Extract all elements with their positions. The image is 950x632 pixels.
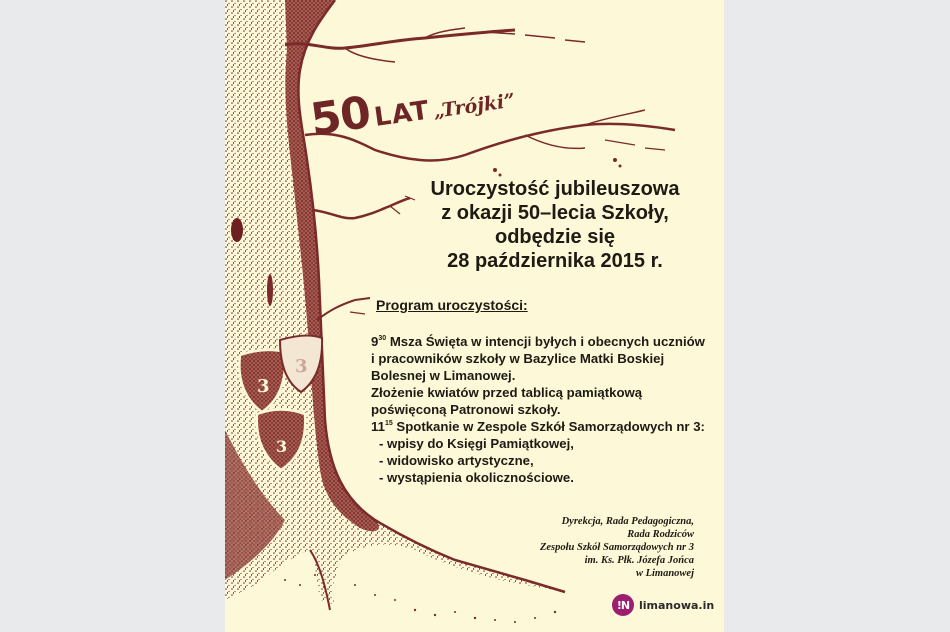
jubilee-poster <box>225 0 724 632</box>
program-item-1 <box>371 333 721 350</box>
headline-line: z okazji 50–lecia Szkoły, <box>441 202 669 224</box>
signature-line: im. Ks. Płk. Józefa Jońca <box>584 555 694 566</box>
headline-line: Uroczystość jubileuszowa <box>430 178 680 200</box>
program-sub-item: - widowisko artystyczne, <box>379 453 534 468</box>
signature <box>540 515 694 580</box>
program-item-2 <box>371 418 721 435</box>
headline-line: odbędzie się <box>494 226 616 248</box>
program-text: Spotkanie w Zespole Szkół Samorządowych nr 3: <box>396 419 705 434</box>
program-text: Złożenie kwiatów przed tablicą pamiątkową <box>371 385 643 400</box>
program-text: i pracowników szkoły w Bazylice Matki Boskiej <box>371 351 665 366</box>
headline <box>395 177 715 273</box>
program-heading: Program uroczystości: <box>376 297 528 313</box>
time-hour: 9 <box>371 334 379 349</box>
signature-line: Rada Rodziców <box>627 529 694 540</box>
school-nickname: „Trójki” <box>432 89 517 123</box>
program-sub-item: - wpisy do Księgi Pamiątkowej, <box>379 436 574 451</box>
logo-text: limanowa.in <box>639 598 715 612</box>
signature-line: w Limanowej <box>635 568 694 579</box>
program-list <box>371 333 721 486</box>
program-text: poświęconą Patronowi szkoły. <box>371 402 561 417</box>
signature-line: Dyrekcja, Rada Pedagogiczna, <box>561 516 694 527</box>
jubilee-number: 50 <box>307 87 374 146</box>
emblem-number-3: 3 <box>276 437 288 456</box>
watermark-logo <box>612 594 714 616</box>
emblem-number-2: 3 <box>295 356 308 377</box>
time-minutes: 15 <box>384 420 393 427</box>
signature-line: Zespołu Szkół Samorządowych nr 3 <box>539 542 694 553</box>
emblem-number-1: 3 <box>257 376 270 397</box>
time-minutes: 30 <box>378 335 387 342</box>
logo-icon: !N <box>612 594 634 616</box>
jubilee-years-word: LAT <box>372 95 432 133</box>
program-sub-item: - wystąpienia okolicznościowe. <box>379 470 574 485</box>
program-text: Bolesnej w Limanowej. <box>371 368 516 383</box>
time-hour: 11 <box>371 419 385 434</box>
headline-date: 28 października 2015 r. <box>447 250 663 272</box>
program-text: Msza Święta w intencji byłych i obecnych uczniów <box>389 334 705 349</box>
